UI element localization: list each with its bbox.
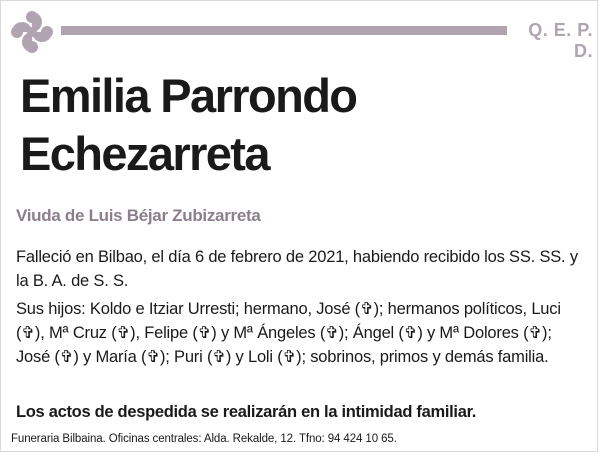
qepd-heading: Q. E. P. D.: [528, 20, 593, 61]
name-line-1: Emilia Parrondo: [20, 69, 357, 122]
widow-of-line: Viuda de Luis Béjar Zubizarreta: [16, 206, 261, 225]
lauburu-icon: [9, 9, 55, 55]
deceased-name: [20, 67, 580, 183]
family-paragraph: Sus hijos: Koldo e Itziar Urresti; hermano, José (✞); hermanos políticos, Luci (✞), Mª Cruz (✞), Felipe (✞) y Mª Ángeles (✞); Ángel (✞) y Mª Dolores (✞); José (✞) y María (✞); Puri (✞) y Loli (✞); sobrinos, primos y demás familia.: [16, 300, 561, 366]
notice-header: [1, 1, 599, 61]
funeral-home-footer: Funeraria Bilbaina. Oficinas centrales: Alda. Rekalde, 12. Tfno: 94 424 10 65.: [11, 433, 397, 445]
death-notice-paragraph: Falleció en Bilbao, el día 6 de febrero de 2021, habiendo recibido los SS. SS. y la B. A. de S. S.: [16, 248, 578, 290]
header-rule: [61, 26, 507, 35]
closing-statement: Los actos de despedida se realizarán en la intimidad familiar.: [16, 403, 477, 421]
name-line-2: Echezarreta: [20, 127, 269, 180]
